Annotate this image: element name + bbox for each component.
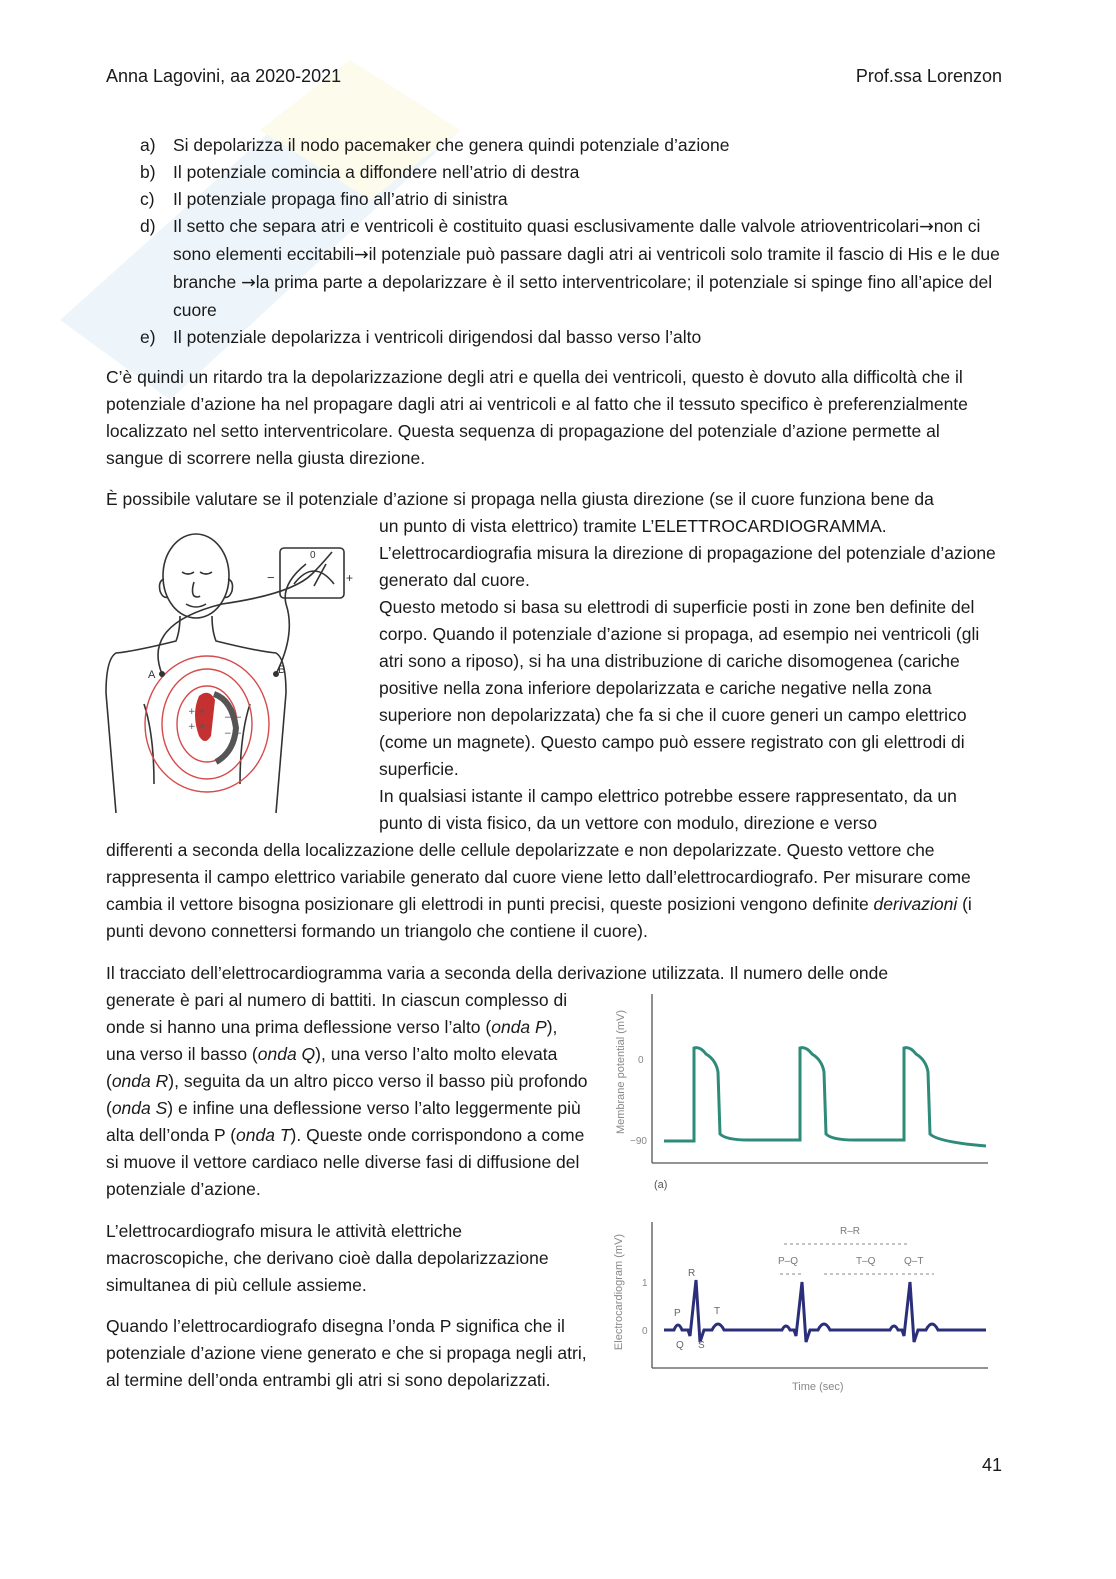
chart-b-tick-0: 0 — [642, 1326, 648, 1337]
gauge-plus-label: + — [346, 571, 354, 585]
arrow-icon: → — [241, 273, 256, 293]
list-item: c) Il potenziale propaga fino all’atrio di sinistra — [140, 189, 508, 209]
paragraph-p-wave: Quando l’elettrocardiografo disegna l’onda P significa che il potenziale d’azione viene generato e che si propaga negli atri, al termine dell’onda entrambi gli atri si sono depolarizzati. — [106, 1316, 587, 1390]
interval-pq: P–Q — [778, 1256, 799, 1267]
wave-label-p: P — [674, 1308, 681, 1319]
chart-b-xlabel: Time (sec) — [792, 1381, 844, 1393]
svg-text:+ +: + + — [188, 707, 206, 717]
gauge-minus-label: − — [267, 570, 275, 585]
electrode-a-label: A — [148, 669, 156, 681]
svg-text:− −: − − — [224, 729, 242, 739]
wave-label-r: R — [688, 1268, 696, 1279]
chart-a-ylabel: Membrane potential (mV) — [615, 1009, 627, 1135]
header-professor: Prof.ssa Lorenzon — [855, 66, 1002, 86]
chart-b-ylabel: Electrocardiogram (mV) — [613, 1233, 625, 1351]
wave-label-s: S — [698, 1340, 705, 1351]
list-item: b) Il potenziale comincia a diffondere nell’atrio di destra — [140, 162, 580, 182]
chart-a-tick-0: 0 — [638, 1055, 644, 1066]
chart-a-panel-label: (a) — [654, 1179, 668, 1191]
paragraph-macroscopic: L’elettrocardiografo misura le attività elettriche macroscopiche, che derivano cioè dalla depolarizzazione simultanea di più cellule assieme. — [106, 1221, 549, 1295]
page-number: 41 — [981, 1455, 1002, 1475]
ecg-body-illustration — [104, 524, 366, 820]
arrow-icon: → — [353, 245, 369, 265]
svg-text:+ +: + + — [188, 722, 206, 732]
wave-label-q: Q — [676, 1340, 684, 1351]
interval-tq: T–Q — [856, 1256, 876, 1267]
paragraph-waves: generate è pari al numero di battiti. In ciascun complesso di onde si hanno una prima deflessione verso l’alto (onda P), una verso il basso (onda Q), una verso l’alto molto elevata (onda R), seguita da un altro picco verso il basso più profondo (onda S) e infine una deflessione verso l’alto leggermente più alta dell’onda P (onda T). Queste onde corrispondono a come si muove il vettore cardiaco nelle diverse fasi di diffusione del potenziale d’azione. — [106, 990, 588, 1199]
paragraph-ecg-intro: È possibile valutare se il potenziale d’azione si propaga nella giusta direzione (se il cuore funziona bene da — [106, 489, 934, 509]
membrane-potential-chart — [608, 988, 992, 1193]
electrocardiogram-chart — [608, 1218, 992, 1398]
interval-qt: Q–T — [904, 1256, 924, 1267]
paragraph-delay: C’è quindi un ritardo tra la depolarizzazione degli atri e quella dei ventricoli, questo è dovuto alla difficoltà che il potenziale d’azione ha nel propagare dagli atri ai ventricoli e al fatto che il tessuto specifico è preferenzialmente localizzato nel setto interventricolare. Questa sequenza di propagazione del potenziale d’azione permette al sangue di scorrere nella giusta direzione. — [106, 367, 968, 468]
header-author: Anna Lagovini, aa 2020-2021 — [106, 66, 342, 86]
wave-label-t: T — [714, 1306, 721, 1317]
arrow-icon: → — [919, 217, 934, 237]
interval-rr: R–R — [840, 1226, 861, 1237]
list-item: e) Il potenziale depolarizza i ventricoli dirigendosi dal basso verso l’alto — [140, 327, 702, 347]
chart-a-trace — [664, 1048, 986, 1146]
paragraph-waves-intro: Il tracciato dell’elettrocardiogramma varia a seconda della derivazione utilizzata. Il numero delle onde — [106, 963, 889, 983]
gauge-zero-label: 0 — [310, 550, 316, 561]
list-item: a) Si depolarizza il nodo pacemaker che genera quindi potenziale d’azione — [140, 135, 730, 155]
list-item: d) Il setto che separa atri e ventricoli è costituito quasi esclusivamente dalle valvole atrioventricolari→non ci sono elementi eccitabili→il potenziale può passare dagli atri ai ventricoli solo tramite il fascio di His e le due branche →la prima parte a depolarizzare è il setto interventricolare; il potenziale si spinge fino all’apice del cuore — [140, 216, 1000, 320]
chart-b-tick-1: 1 — [642, 1278, 648, 1289]
paragraph-ecg-wrap: un punto di vista elettrico) tramite L’ELETTROCARDIOGRAMMA. L’elettrocardiografia misura la direzione di propagazione del potenziale d’azione generato dal cuore. Questo metodo si basa su elettrodi di superficie posti in zone ben definite del corpo. Quando il potenziale d’azione si propaga, ad esempio nei ventricoli (gli atri sono a riposo), si ha una distribuzione di cariche disomogenea (cariche positive nella zona inferiore depolarizzata e cariche negative nella zona superiore non depolarizzata) che fa si che il cuore generi un campo elettrico (come un magnete). Questo campo può essere registrato con gli elettrodi di superficie. In qualsiasi istante il campo elettrico potrebbe essere rappresentato, da un punto di vista fisico, da un vettore con modulo, direzione e verso — [379, 516, 996, 833]
paragraph-vector: differenti a seconda della localizzazione delle cellule depolarizzate e non depolarizzate. Questo vettore che rappresenta il campo elettrico variabile generato dal cuore viene letto dall’elettrocardiografo. Per misurare come cambia il vettore bisogna posizionare gli elettrodi in punti precisi, queste posizioni vengono definite derivazioni (i punti devono connettersi formando un triangolo che contiene il cuore). — [106, 840, 972, 941]
chart-b-trace — [664, 1280, 986, 1342]
propagation-steps-list — [140, 132, 1000, 351]
svg-text:− −: − − — [224, 713, 242, 723]
chart-a-tick-90: −90 — [630, 1136, 647, 1147]
electrode-b-label: B — [278, 664, 286, 676]
